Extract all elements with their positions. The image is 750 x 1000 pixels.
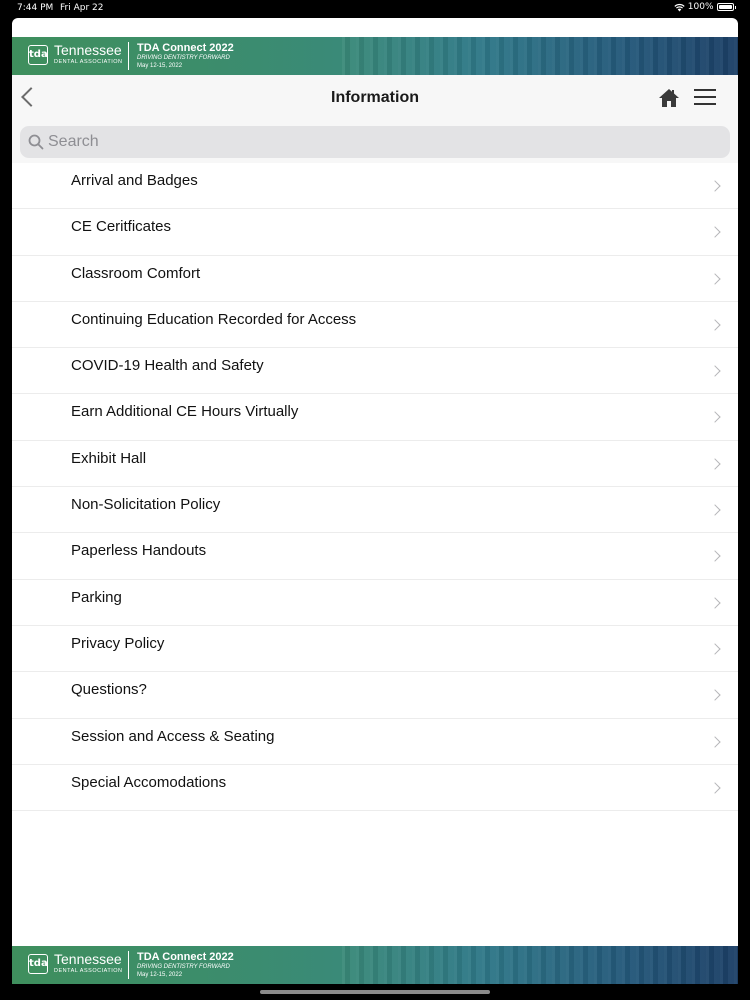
event-title: TDA Connect 2022 — [137, 42, 234, 54]
search-icon — [28, 134, 44, 150]
home-icon[interactable] — [658, 87, 680, 109]
status-time: 7:44 PM — [17, 3, 54, 13]
list-item[interactable] — [12, 765, 738, 811]
list-item[interactable] — [12, 163, 738, 209]
chevron-right-icon — [709, 319, 720, 330]
status-date: Fri Apr 22 — [60, 3, 104, 13]
battery-icon — [717, 3, 734, 11]
search-input[interactable] — [48, 132, 708, 152]
list-item-label: Paperless Handouts — [71, 542, 207, 560]
list-item-label: Session and Access & Seating — [71, 727, 275, 745]
page-title: Information — [331, 89, 419, 106]
list-item-label: COVID-19 Health and Safety — [71, 357, 264, 375]
search-bar — [12, 123, 738, 163]
top-banner[interactable] — [12, 37, 738, 75]
event-tagline: DRIVING DENTISTRY FORWARD — [137, 964, 230, 970]
tda-logo: tda — [28, 45, 48, 65]
chevron-right-icon — [709, 690, 720, 701]
list-item-label: Exhibit Hall — [71, 449, 147, 467]
list-item[interactable] — [12, 487, 738, 533]
event-dates: May 12-15, 2022 — [137, 63, 183, 69]
list-item[interactable] — [12, 394, 738, 440]
chevron-right-icon — [709, 736, 720, 747]
information-list — [12, 163, 738, 811]
app-window — [12, 18, 738, 984]
battery-percent: 100% — [687, 2, 714, 12]
list-item[interactable] — [12, 580, 738, 626]
event-tagline: DRIVING DENTISTRY FORWARD — [137, 55, 230, 61]
list-item[interactable] — [12, 626, 738, 672]
list-item-label: Arrival and Badges — [71, 172, 198, 189]
chevron-right-icon — [709, 458, 720, 469]
list-item-label: Continuing Education Recorded for Access — [71, 310, 357, 328]
chevron-right-icon — [709, 504, 720, 515]
list-item[interactable] — [12, 348, 738, 394]
list-item-label: Special Accomodations — [71, 773, 227, 791]
chevron-right-icon — [709, 366, 720, 377]
org-name: Tennessee — [54, 42, 122, 58]
chevron-right-icon — [709, 273, 720, 284]
status-bar — [0, 0, 750, 16]
list-item-label: Questions? — [71, 681, 147, 699]
list-item[interactable] — [12, 533, 738, 579]
list-item[interactable] — [12, 209, 738, 255]
event-dates: May 12-15, 2022 — [137, 972, 183, 978]
org-subtitle: DENTAL ASSOCIATION — [54, 968, 123, 974]
wifi-icon — [674, 3, 685, 12]
list-item-label: Privacy Policy — [71, 634, 165, 652]
chevron-right-icon — [709, 643, 720, 654]
org-name: Tennessee — [54, 951, 122, 967]
status-indicators — [674, 2, 736, 12]
list-item[interactable] — [12, 256, 738, 302]
chevron-right-icon — [709, 180, 720, 191]
hamburger-menu-icon[interactable] — [694, 89, 716, 105]
chevron-right-icon — [709, 412, 720, 423]
chevron-right-icon — [709, 597, 720, 608]
list-item-label: CE Ceritficates — [71, 218, 172, 236]
navigation-bar — [12, 75, 738, 123]
chevron-right-icon — [709, 227, 720, 238]
bottom-banner[interactable] — [12, 946, 738, 984]
event-title: TDA Connect 2022 — [137, 951, 234, 963]
list-item-label: Parking — [71, 588, 122, 606]
list-item[interactable] — [12, 719, 738, 765]
list-item-label: Non-Solicitation Policy — [71, 496, 221, 514]
list-item[interactable] — [12, 302, 738, 348]
list-item[interactable] — [12, 441, 738, 487]
list-item[interactable] — [12, 672, 738, 718]
tda-logo: tda — [28, 954, 48, 974]
list-item-label: Earn Additional CE Hours Virtually — [71, 403, 299, 421]
banner-divider — [128, 951, 129, 979]
list-item-label: Classroom Comfort — [71, 264, 201, 282]
chevron-right-icon — [709, 551, 720, 562]
home-indicator[interactable] — [260, 990, 490, 994]
banner-divider — [128, 42, 129, 70]
search-field[interactable] — [20, 126, 730, 158]
chevron-right-icon — [709, 782, 720, 793]
org-subtitle: DENTAL ASSOCIATION — [54, 59, 123, 65]
battery-cap — [735, 6, 737, 9]
